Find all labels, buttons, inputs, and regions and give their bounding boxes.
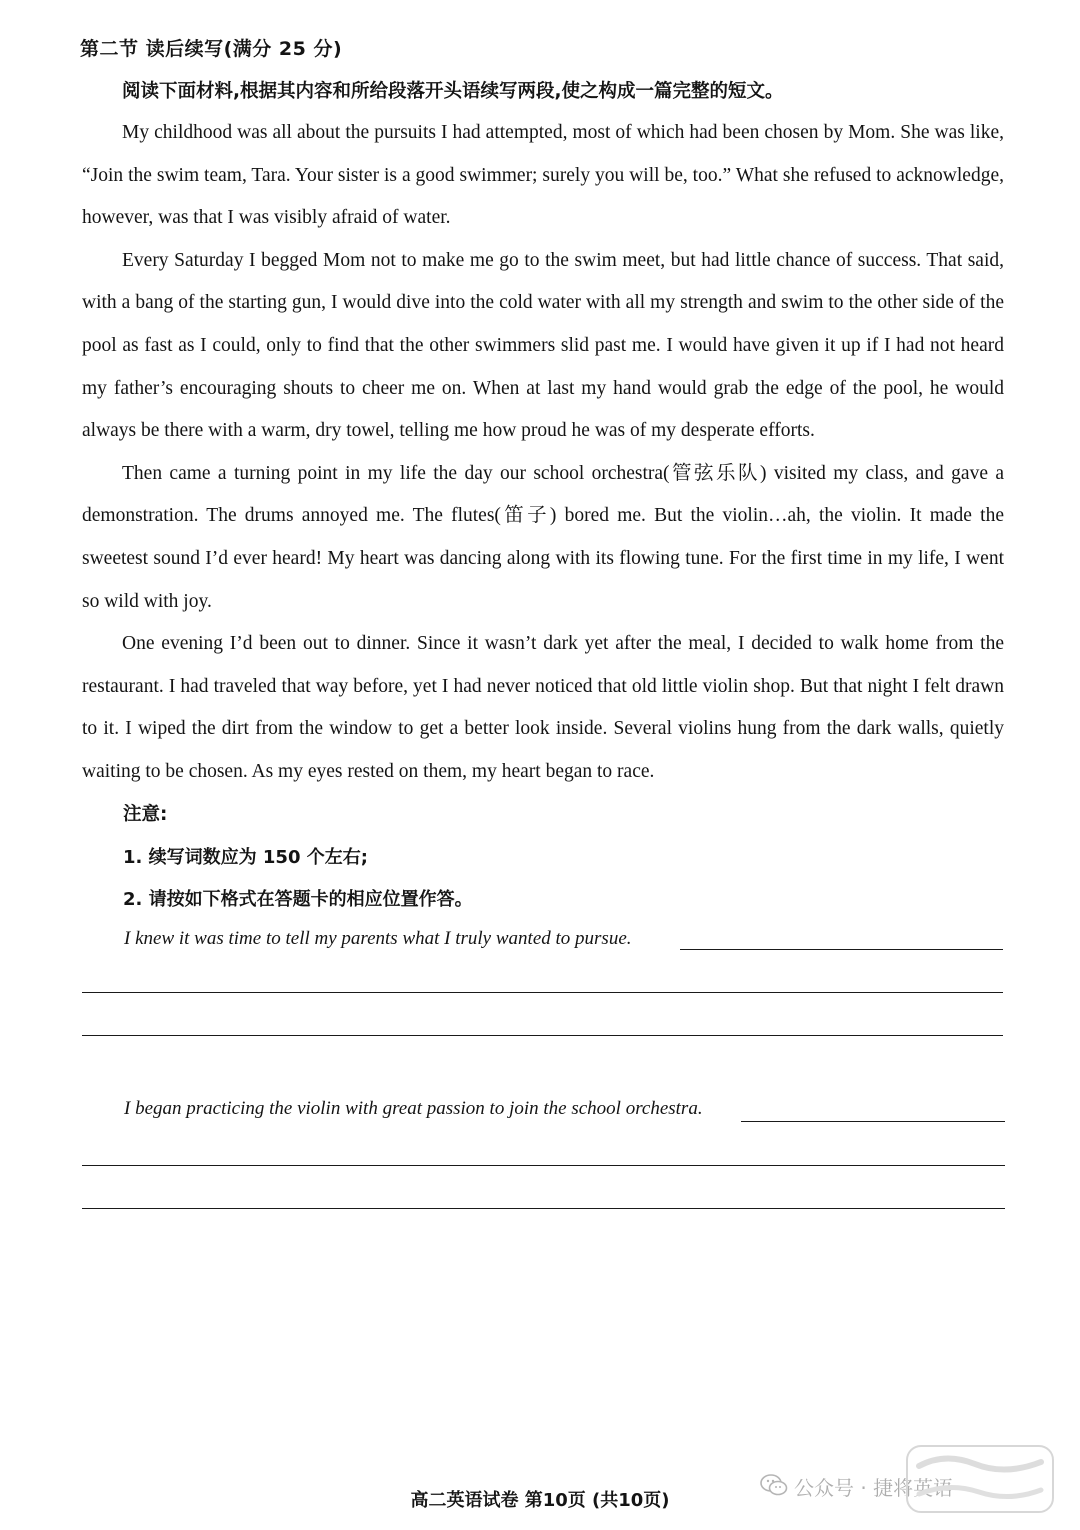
note-item-2: 2. 请按如下格式在答题卡的相应位置作答。	[123, 889, 473, 910]
passage-paragraph-1: My childhood was all about the pursuits I had attempted, most of which had been chosen by Mom. She was like, “Join the swim team, Tara. Your sister is a good swimmer; surely you will be, too.” What she refused to acknowledge, however, was that I was visibly afraid of water.	[82, 122, 1004, 229]
section-title: 第二节 读后续写(满分 25 分)	[80, 38, 343, 60]
note-item-1: 1. 续写词数应为 150 个左右;	[123, 847, 368, 868]
watermark	[760, 1438, 1060, 1518]
wechat-icon	[760, 1474, 788, 1496]
answer-line	[741, 1121, 1005, 1122]
passage-paragraph-4: One evening I’d been out to dinner. Since it wasn’t dark yet after the meal, I decided to walk home from the restaurant. I had traveled that way before, yet I had never noticed that old little violin shop. But that night I felt drawn to it. I wiped the dirt from the window to get a better look inside. Several violins hung from the dark walls, quietly waiting to be chosen. As my eyes rested on them, my heart began to race.	[82, 633, 1004, 782]
watermark-text: 公众号 · 捷将英语	[794, 1476, 954, 1500]
continuation-prompt-1: I knew it was time to tell my parents what I truly wanted to pursue.	[124, 928, 632, 949]
continuation-prompt-2: I began practicing the violin with great passion to join the school orchestra.	[124, 1098, 703, 1119]
answer-line	[82, 1165, 1005, 1166]
instruction-text: 阅读下面材料,根据其内容和所给段落开头语续写两段,使之构成一篇完整的短文。	[122, 81, 784, 102]
answer-site-logo	[905, 1442, 1055, 1516]
passage-paragraph-3: Then came a turning point in my life the day our school orchestra(管弦乐队) visited my class, and gave a demonstration. The drums annoyed me. The flutes(笛子) bored me. But the violin…ah, the violin. It made the sweetest sound I’d ever heard! My heart was dancing along with its flowing tune. For the first time in my life, I went so wild with joy.	[82, 462, 1004, 612]
answer-line	[82, 1035, 1003, 1036]
passage-paragraph-2: Every Saturday I begged Mom not to make me go to the swim meet, but had little chance of success. That said, with a bang of the starting gun, I would dive into the cold water with all my strength and swim to the other side of the pool as fast as I could, only to find that the other swimmers slid past me. I would have given it up if I had not heard my father’s encouraging shouts to cheer me on. When at last my hand would grab the edge of the pool, he would always be there with a warm, dry towel, telling me how proud he was of my desperate efforts.	[82, 249, 1004, 442]
notes-label: 注意:	[123, 804, 168, 825]
reading-passage	[82, 112, 1004, 794]
answer-line	[680, 949, 1003, 950]
answer-line	[82, 992, 1003, 993]
page-footer: 高二英语试卷 第10页 (共10页)	[410, 1490, 670, 1511]
answer-line	[82, 1208, 1005, 1209]
